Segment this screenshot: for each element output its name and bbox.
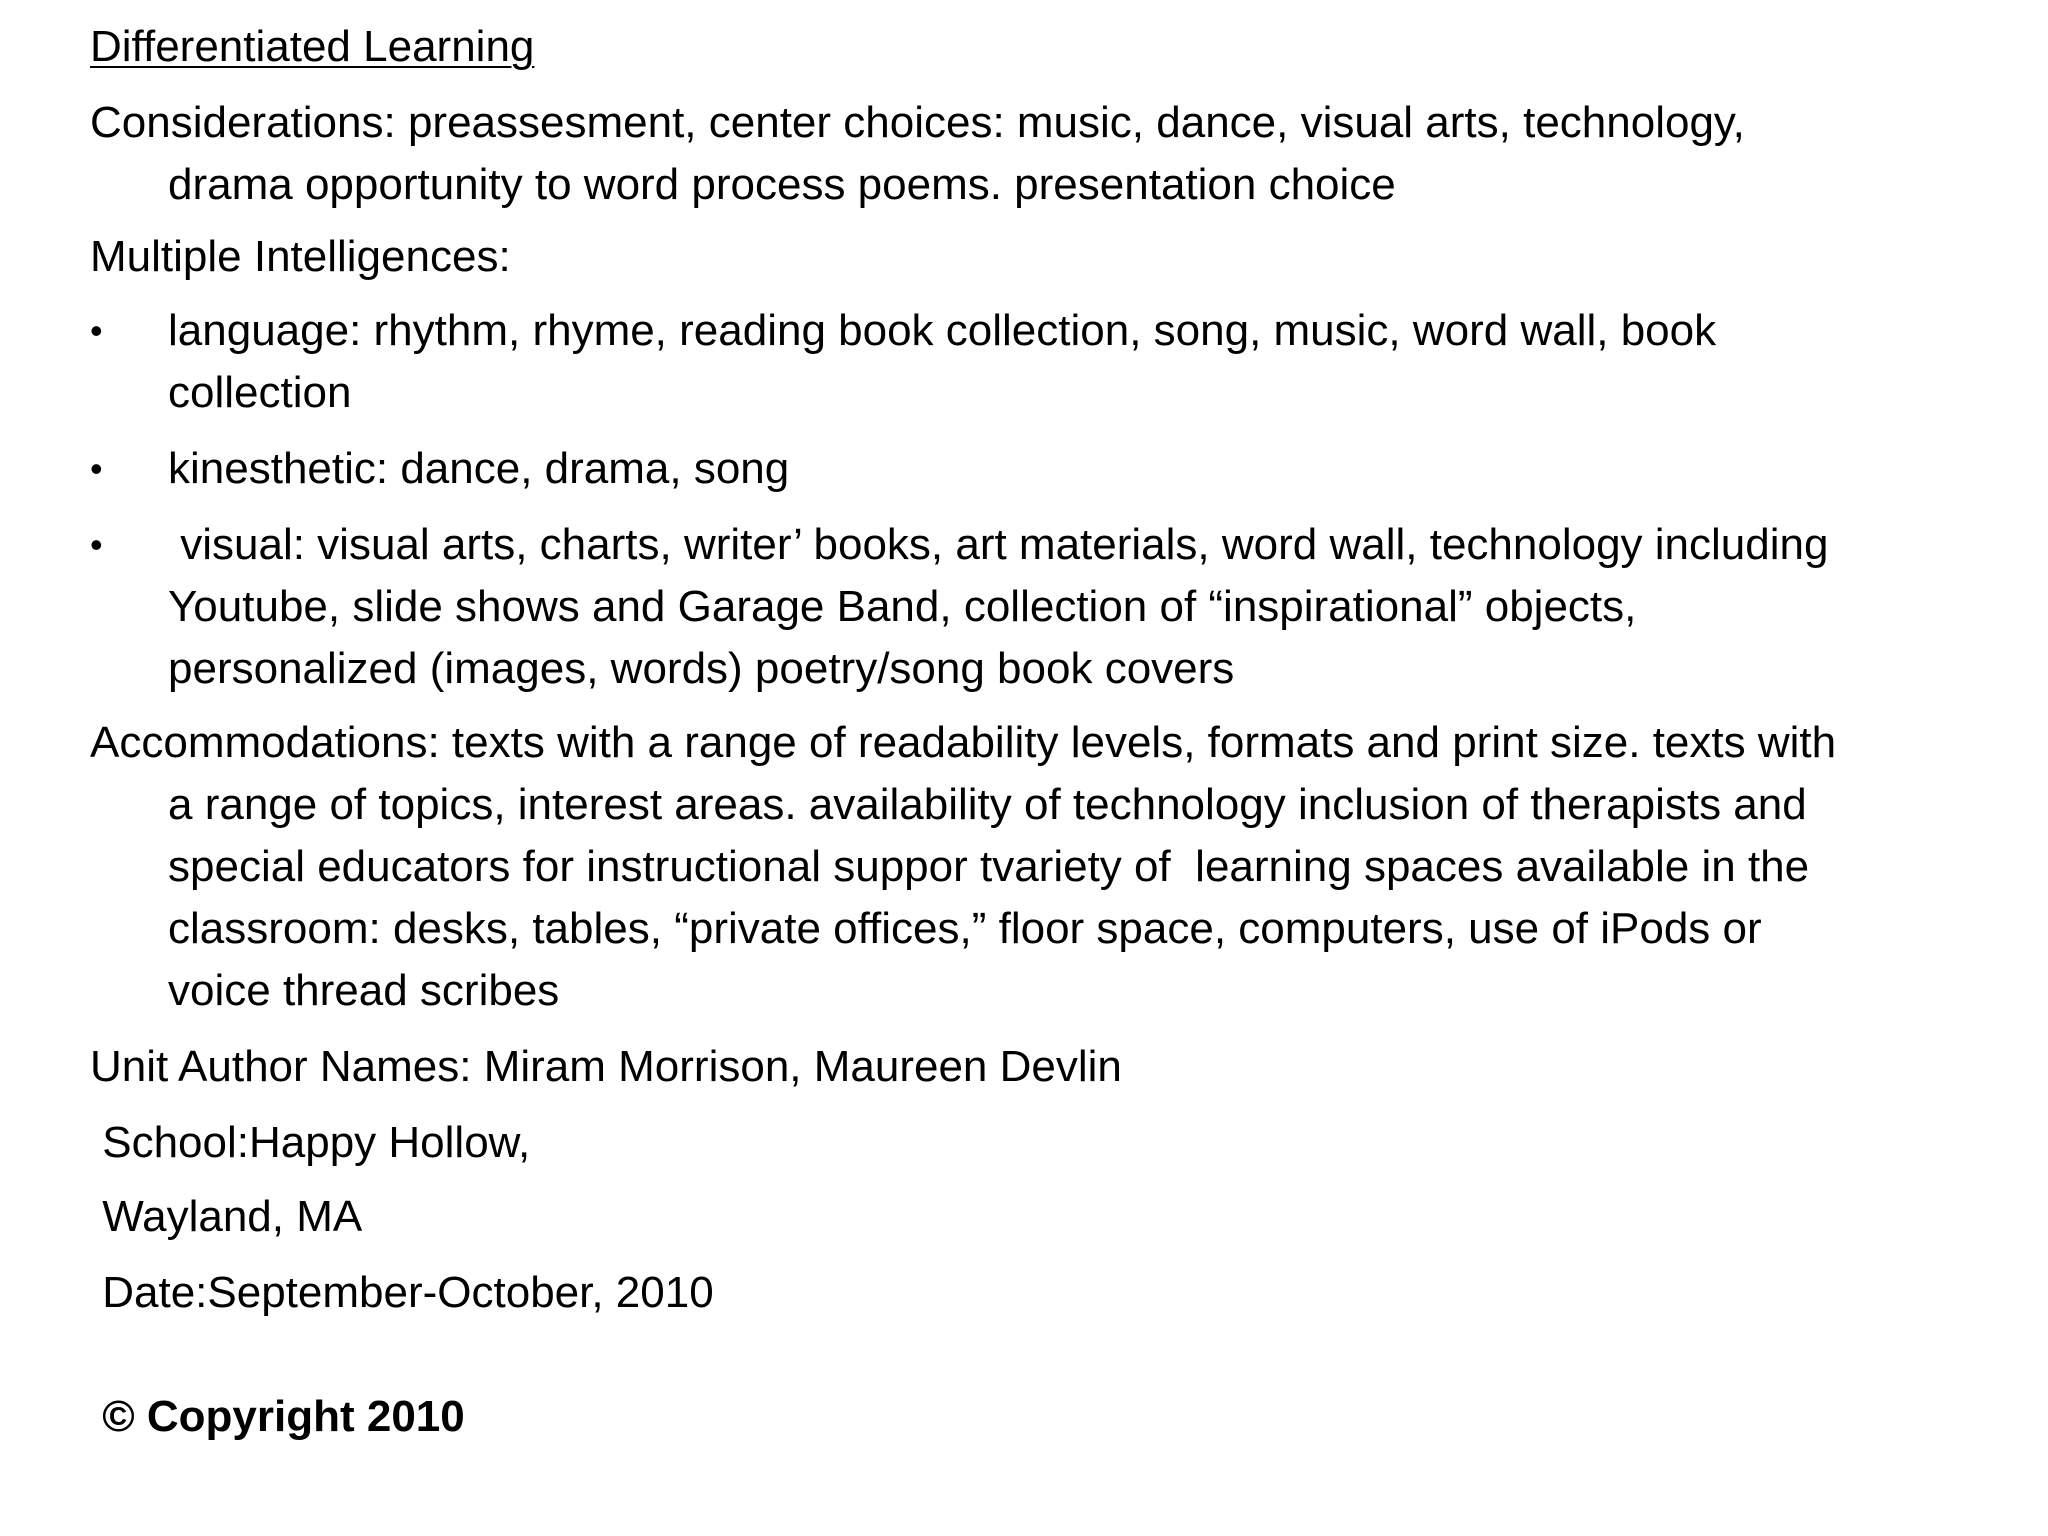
multiple-intelligences-heading: Multiple Intelligences: xyxy=(90,232,511,281)
bullet-icon: • xyxy=(90,524,103,565)
unit-author-names: Unit Author Names: Miram Morrison, Maureen Devlin xyxy=(90,1042,1122,1091)
accommodations-line: voice thread scribes xyxy=(168,966,560,1015)
bullet-line: visual: visual arts, charts, writer’ books, art materials, word wall, technology including xyxy=(168,520,1829,569)
bullet-icon: • xyxy=(90,448,103,489)
accommodations-line: classroom: desks, tables, “private offices,” floor space, computers, use of iPods or xyxy=(168,904,1762,953)
accommodations-paragraph xyxy=(90,712,2010,1022)
accommodations-line: Accommodations: texts with a range of readability levels, formats and print size. texts with xyxy=(90,718,1837,767)
bullet-line: kinesthetic: dance, drama, song xyxy=(168,444,790,493)
bullet-line: personalized (images, words) poetry/song book covers xyxy=(168,644,1235,693)
unit-date: Date:September-October, 2010 xyxy=(90,1268,714,1317)
bullet-line: language: rhythm, rhyme, reading book collection, song, music, word wall, book xyxy=(168,306,1717,355)
slide-title: Differentiated Learning xyxy=(90,22,535,71)
bullet-line: collection xyxy=(168,368,352,417)
bullet-line: Youtube, slide shows and Garage Band, collection of “inspirational” objects, xyxy=(168,582,1637,631)
school-name: School:Happy Hollow, xyxy=(90,1118,531,1167)
copyright-notice: © Copyright 2010 xyxy=(90,1392,465,1441)
considerations-line-1: Considerations: preassesment, center choices: music, dance, visual arts, technology, xyxy=(90,98,1745,147)
considerations-paragraph xyxy=(90,92,2010,216)
bullet-icon: • xyxy=(90,310,103,351)
accommodations-line: special educators for instructional suppor tvariety of learning spaces available in the xyxy=(168,842,1810,891)
accommodations-line: a range of topics, interest areas. availability of technology inclusion of therapists and xyxy=(168,780,1807,829)
school-location: Wayland, MA xyxy=(90,1192,363,1241)
considerations-line-2: drama opportunity to word process poems. presentation choice xyxy=(168,160,1396,209)
